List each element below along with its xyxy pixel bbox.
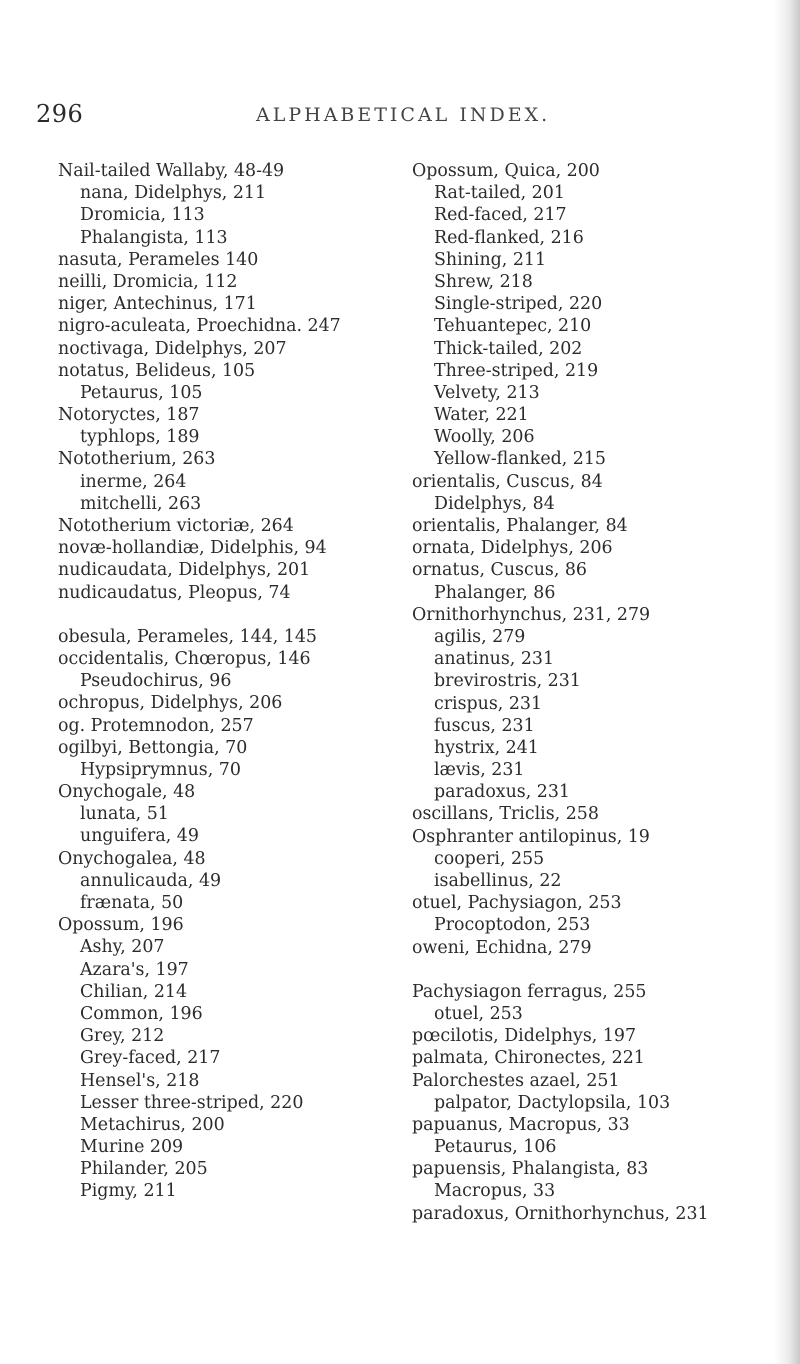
index-subentry: nana, Didelphys, 211 [80, 183, 267, 204]
index-subentry: Petaurus, 105 [80, 382, 203, 403]
index-entry: niger, Antechinus, 171 [58, 294, 257, 315]
index-entry: otuel, Pachysiagon, 253 [412, 893, 622, 914]
index-subentry: annulicauda, 49 [80, 870, 222, 891]
index-subentry: Single-striped, 220 [434, 294, 603, 315]
index-subentry: Thick-tailed, 202 [434, 338, 583, 359]
running-title: ALPHABETICAL INDEX. [256, 104, 551, 126]
index-subentry: Three-striped, 219 [434, 360, 599, 381]
index-subentry: Petaurus, 106 [434, 1137, 557, 1158]
index-entry: Nototherium victoriæ, 264 [58, 516, 294, 536]
index-entry: palmata, Chironectes, 221 [412, 1048, 645, 1069]
index-entry: noctivaga, Didelphys, 207 [58, 338, 287, 359]
index-subentry: Red-faced, 217 [434, 205, 567, 226]
page-number: 296 [36, 100, 84, 128]
index-subentry: Hypsiprymnus, 70 [80, 759, 241, 780]
index-subentry: otuel, 253 [434, 1003, 523, 1024]
index-subentry: isabellinus, 22 [434, 871, 562, 891]
index-entry: Pachysiagon ferragus, 255 [412, 981, 647, 1002]
index-subentry: agilis, 279 [434, 626, 526, 647]
index-subentry: Grey-faced, 217 [80, 1048, 221, 1069]
index-entry: neilli, Dromicia, 112 [58, 271, 238, 292]
index-entry: notatus, Belideus, 105 [58, 360, 256, 381]
index-subentry: Phalangista, 113 [80, 227, 228, 248]
index-subentry: typhlops, 189 [80, 427, 200, 448]
index-entry: nudicaudata, Didelphys, 201 [58, 560, 311, 581]
index-entry: paradoxus, Ornithorhynchus, 231 [412, 1203, 709, 1224]
index-subentry: Shrew, 218 [434, 271, 533, 292]
index-subentry: Velvety, 213 [434, 382, 540, 403]
index-subentry: hystrix, 241 [434, 737, 539, 758]
index-subentry: Water, 221 [434, 405, 529, 426]
index-subentry: Chilian, 214 [80, 981, 188, 1002]
index-entry: Notoryctes, 187 [58, 405, 200, 426]
index-subentry: crispus, 231 [434, 693, 543, 714]
index-column-right [412, 160, 787, 1225]
index-subentry: Tehuantepec, 210 [434, 316, 592, 337]
index-subentry: Procoptodon, 253 [434, 915, 591, 936]
index-subentry: anatinus, 231 [434, 649, 555, 670]
index-subentry: paradoxus, 231 [434, 782, 570, 803]
index-entry: Osphranter antilopinus, 19 [412, 826, 650, 847]
index-subentry: cooperi, 255 [434, 848, 545, 869]
index-entry: papuanus, Macropus, 33 [412, 1114, 630, 1135]
index-subentry: mitchelli, 263 [80, 493, 202, 514]
index-subentry: Macropus, 33 [434, 1181, 556, 1202]
index-subentry: Rat-tailed, 201 [434, 183, 565, 204]
index-subentry: unguifera, 49 [80, 826, 199, 847]
index-subentry: Murine 209 [80, 1137, 184, 1158]
index-subentry: palpator, Dactylopsila, 103 [434, 1092, 671, 1113]
index-subentry: Shining, 211 [434, 249, 547, 270]
index-entry: Opossum, 196 [58, 915, 184, 936]
index-entry: ochropus, Didelphys, 206 [58, 693, 283, 714]
index-entry: orientalis, Cuscus, 84 [412, 471, 603, 492]
index-entry: pœcilotis, Didelphys, 197 [412, 1026, 637, 1047]
index-subentry: Dromicia, 113 [80, 205, 205, 226]
index-subentry: Phalanger, 86 [434, 582, 556, 603]
index-entry: nasuta, Perameles 140 [58, 249, 259, 270]
page-header [0, 100, 800, 132]
index-entry: oscillans, Triclis, 258 [412, 804, 599, 825]
index-subentry: brevirostris, 231 [434, 671, 581, 692]
index-subentry: Pigmy, 211 [80, 1181, 177, 1202]
index-entry: oweni, Echidna, 279 [412, 937, 592, 958]
index-entry: Nail-tailed Wallaby, 48-49 [58, 161, 285, 181]
index-subentry: Hensel's, 218 [80, 1070, 200, 1091]
index-subentry: Ashy, 207 [80, 937, 165, 958]
index-entry: Nototherium, 263 [58, 449, 216, 470]
index-entry: ornata, Didelphys, 206 [412, 538, 613, 559]
index-entry: nudicaudatus, Pleopus, 74 [58, 582, 291, 603]
index-entry: ogilbyi, Bettongia, 70 [58, 737, 248, 758]
index-subentry: Metachirus, 200 [80, 1114, 225, 1135]
index-entry: papuensis, Phalangista, 83 [412, 1159, 649, 1180]
index-subentry: Yellow-flanked, 215 [434, 449, 606, 470]
index-entry: nigro-aculeata, Proechidna. 247 [58, 316, 341, 337]
index-entry: Palorchestes azael, 251 [412, 1070, 620, 1091]
index-column-left [58, 160, 388, 1203]
index-entry: og. Protemnodon, 257 [58, 715, 254, 736]
index-entry: Opossum, Quica, 200 [412, 161, 600, 181]
index-entry: obesula, Perameles, 144, 145 [58, 626, 317, 647]
index-subentry: Lesser three-striped, 220 [80, 1092, 304, 1113]
index-entry: occidentalis, Chœropus, 146 [58, 648, 311, 669]
index-subentry: Woolly, 206 [434, 427, 535, 448]
index-entry: novæ-hollandiæ, Didelphis, 94 [58, 538, 327, 559]
index-subentry: Grey, 212 [80, 1026, 165, 1047]
index-subentry: Pseudochirus, 96 [80, 671, 232, 692]
index-entry: ornatus, Cuscus, 86 [412, 560, 588, 581]
index-entry: Onychogalea, 48 [58, 848, 206, 869]
index-subentry: Didelphys, 84 [434, 493, 555, 514]
index-subentry: fuscus, 231 [434, 715, 535, 736]
index-subentry: inerme, 264 [80, 471, 187, 492]
index-entry: orientalis, Phalanger, 84 [412, 516, 628, 536]
index-entry: Ornithorhynchus, 231, 279 [412, 604, 651, 625]
index-subentry: Red-flanked, 216 [434, 227, 584, 248]
index-subentry: lævis, 231 [434, 760, 525, 781]
index-subentry: lunata, 51 [80, 804, 169, 825]
index-subentry: Philander, 205 [80, 1159, 208, 1180]
index-subentry: Azara's, 197 [80, 959, 189, 980]
index-entry: Onychogale, 48 [58, 782, 196, 803]
index-subentry: Common, 196 [80, 1003, 203, 1024]
index-subentry: frænata, 50 [80, 893, 184, 913]
